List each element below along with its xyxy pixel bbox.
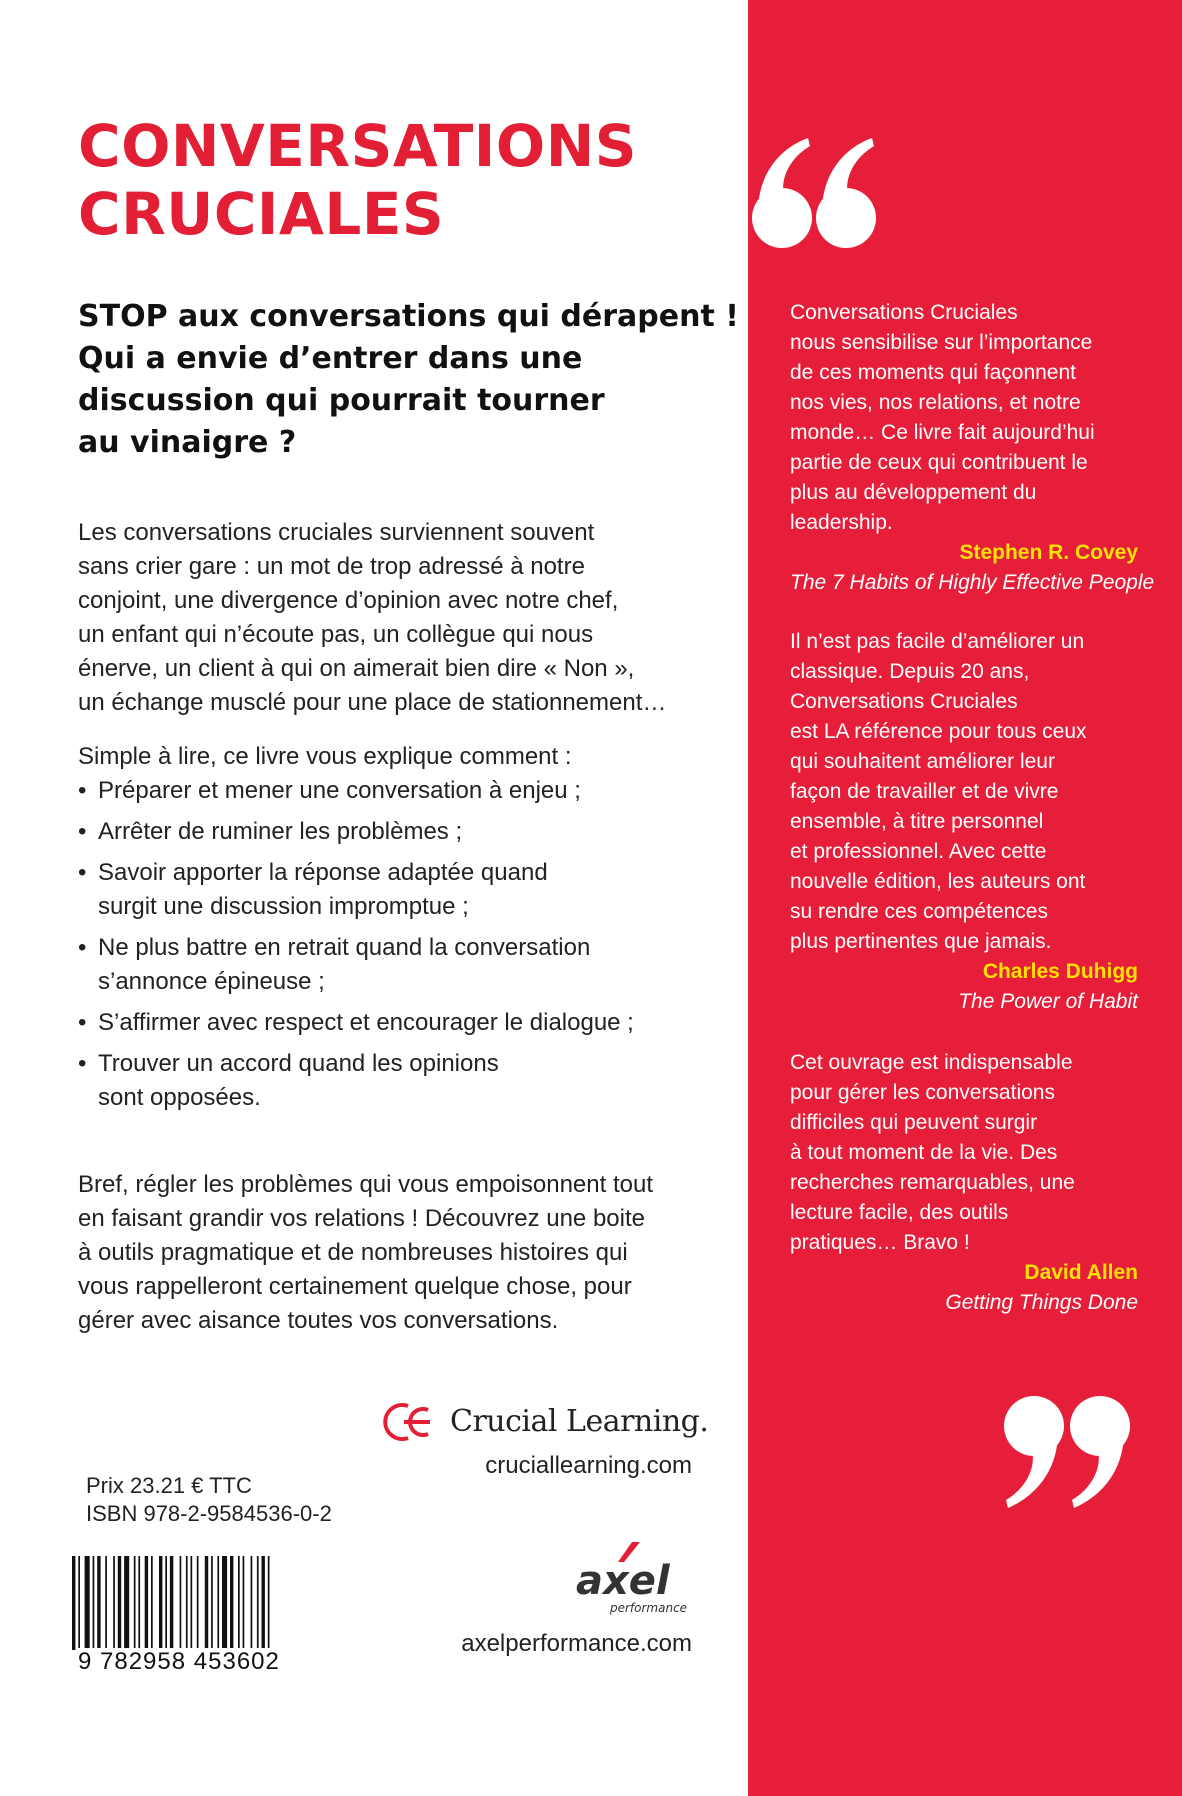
list-item-text: Trouver un accord quand les opinions <box>98 1050 499 1077</box>
lead-line: Qui a envie d’entrer dans une <box>78 341 583 376</box>
testimonial-covey <box>790 298 1155 598</box>
quote-line: Conversations Cruciales <box>790 301 1018 324</box>
quote-line: Conversations Cruciales <box>790 690 1018 713</box>
bullet-icon: • <box>78 1009 87 1036</box>
lead-text <box>78 296 739 464</box>
quote-line: à tout moment de la vie. Des <box>790 1141 1058 1164</box>
conclusion-line: gérer avec aisance toutes vos conversations. <box>78 1307 559 1334</box>
lead-line: STOP aux conversations qui dérapent ! <box>78 299 739 334</box>
bullet-icon: • <box>78 859 87 886</box>
bullet-icon: • <box>78 777 87 804</box>
quote-line: Cet ouvrage est indispensable <box>790 1051 1073 1074</box>
quote-line: plus au développement du <box>790 481 1037 504</box>
quote-work: The Power of Habit <box>958 990 1138 1013</box>
conclusion-paragraph <box>78 1168 718 1338</box>
quote-line: Il n’est pas facile d’améliorer un <box>790 630 1085 653</box>
quote-author: Charles Duhigg <box>982 960 1138 983</box>
quote-line: difficiles qui peuvent surgir <box>790 1111 1038 1134</box>
bullet-icon: • <box>78 1050 87 1077</box>
list-item <box>78 856 738 924</box>
list-item-text: sont opposées. <box>98 1084 261 1111</box>
intro-line: un échange musclé pour une place de stationnement… <box>78 689 667 716</box>
crucial-learning-brand <box>378 1396 709 1446</box>
title-line-2: CRUCIALES <box>78 180 445 248</box>
quote-work: The 7 Habits of Highly Effective People <box>790 571 1155 594</box>
list-intro-text: Simple à lire, ce livre vous explique comment : <box>78 743 572 770</box>
isbn-text: ISBN 978-2-9584536-0-2 <box>86 1501 332 1526</box>
quote-work: Getting Things Done <box>945 1291 1138 1314</box>
price-isbn-block <box>86 1472 332 1528</box>
bullet-icon: • <box>78 934 87 961</box>
conclusion-line: en faisant grandir vos relations ! Découvrez une boite <box>78 1205 645 1232</box>
barcode-digits: 9 782958 453602 <box>78 1648 280 1675</box>
list-item <box>78 774 738 808</box>
conclusion-line: vous rappelleront certainement quelque chose, pour <box>78 1273 632 1300</box>
list-item-text: s’annonce épineuse ; <box>98 968 325 995</box>
intro-line: conjoint, une divergence d’opinion avec notre chef, <box>78 587 619 614</box>
lead-line: au vinaigre ? <box>78 425 297 460</box>
title-line-1: CONVERSATIONS <box>78 112 638 180</box>
quote-line: qui souhaitent améliorer leur <box>790 750 1055 773</box>
quote-line: pour gérer les conversations <box>790 1081 1055 1104</box>
quote-line: classique. Depuis 20 ans, <box>790 660 1030 683</box>
crucial-learning-logo <box>378 1400 440 1444</box>
quote-line: partie de ceux qui contribuent le <box>790 451 1088 474</box>
quote-line: recherches remarquables, une <box>790 1171 1075 1194</box>
axel-logo-text: axel <box>576 1558 670 1604</box>
intro-line: Les conversations cruciales surviennent souvent <box>78 519 595 546</box>
list-item-text: Préparer et mener une conversation à enjeu ; <box>98 777 581 804</box>
quote-line: nous sensibilise sur l’importance <box>790 331 1093 354</box>
open-quote-icon <box>744 134 880 260</box>
intro-paragraph <box>78 516 718 720</box>
lead-line: discussion qui pourrait tourner <box>78 383 605 418</box>
conclusion-line: à outils pragmatique et de nombreuses histoires qui <box>78 1239 628 1266</box>
axel-performance-url[interactable]: axelperformance.com <box>461 1630 692 1657</box>
quote-line: monde… Ce livre fait aujourd’hui <box>790 421 1095 444</box>
quote-line: nouvelle édition, les auteurs ont <box>790 870 1086 893</box>
list-item-text: surgit une discussion impromptue ; <box>98 893 469 920</box>
axel-logo-subtitle: performance <box>610 1601 688 1615</box>
quote-line: pratiques… Bravo ! <box>790 1231 970 1254</box>
list-item-text: S’affirmer avec respect et encourager le dialogue ; <box>98 1009 634 1036</box>
benefits-list <box>78 774 738 1122</box>
quote-line: façon de travailler et de vivre <box>790 780 1059 803</box>
quote-line: lecture facile, des outils <box>790 1201 1009 1224</box>
axel-logo <box>574 1540 694 1618</box>
quote-line: plus pertinentes que jamais. <box>790 930 1052 953</box>
price-text: Prix 23.21 € TTC <box>86 1473 252 1498</box>
quote-author: David Allen <box>1024 1261 1138 1284</box>
testimonial-allen <box>790 1048 1138 1318</box>
quote-line: et professionnel. Avec cette <box>790 840 1047 863</box>
quote-line: su rendre ces compétences <box>790 900 1048 923</box>
close-quote-icon <box>998 1386 1138 1512</box>
list-item <box>78 1006 738 1040</box>
testimonial-duhigg <box>790 627 1138 1017</box>
quote-author: Stephen R. Covey <box>959 541 1138 564</box>
list-intro <box>78 740 718 774</box>
intro-line: sans crier gare : un mot de trop adressé à notre <box>78 553 585 580</box>
list-item-text: Arrêter de ruminer les problèmes ; <box>98 818 463 845</box>
quote-line: leadership. <box>790 511 893 534</box>
crucial-learning-url[interactable]: cruciallearning.com <box>485 1452 692 1479</box>
list-item-text: Ne plus battre en retrait quand la conversation <box>98 934 591 961</box>
conclusion-line: Bref, régler les problèmes qui vous empoisonnent tout <box>78 1171 653 1198</box>
list-item-text: Savoir apporter la réponse adaptée quand <box>98 859 548 886</box>
quote-line: ensemble, à titre personnel <box>790 810 1044 833</box>
list-item <box>78 815 738 849</box>
quote-line: est LA référence pour tous ceux <box>790 720 1087 743</box>
book-title <box>78 112 637 248</box>
list-item <box>78 1047 738 1115</box>
crucial-learning-name: Crucial Learning. <box>450 1404 709 1439</box>
quote-line: de ces moments qui façonnent <box>790 361 1077 384</box>
intro-line: énerve, un client à qui on aimerait bien dire « Non », <box>78 655 635 682</box>
quote-line: nos vies, nos relations, et notre <box>790 391 1081 414</box>
bullet-icon: • <box>78 818 87 845</box>
intro-line: un enfant qui n’écoute pas, un collègue qui nous <box>78 621 594 648</box>
list-item <box>78 931 738 999</box>
